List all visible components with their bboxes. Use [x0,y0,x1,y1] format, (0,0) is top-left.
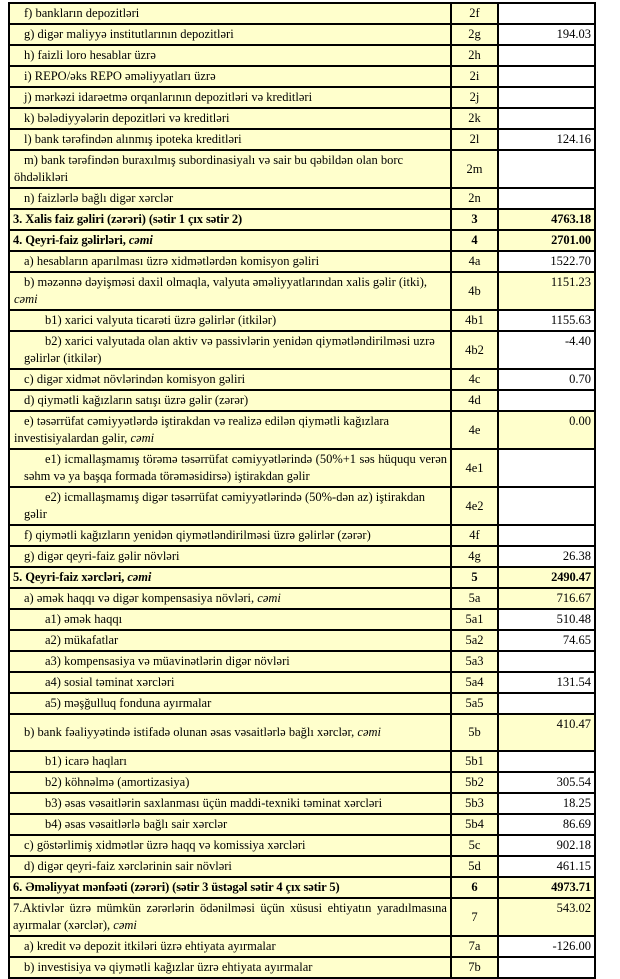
row-code-cell: 2i [451,66,498,87]
row-code-cell: 4f [451,525,498,546]
table-row [9,651,595,672]
row-label-cell [9,877,451,898]
row-code-cell: 2f [451,3,498,24]
table-row [9,331,595,369]
row-code-cell: 2j [451,87,498,108]
row-code-cell: 5a [451,588,498,609]
row-value-cell: 0.00 [498,411,595,449]
row-code-cell: 6 [451,877,498,898]
table-row [9,251,595,272]
table-row [9,209,595,230]
row-value-cell: -126.00 [498,936,595,957]
row-label-cell [9,693,451,714]
table-row [9,24,595,45]
row-label-cell [9,3,451,24]
row-value-cell: 543.02 [498,898,595,936]
row-label: a) hesabların aparılması üzrə xidmətlərdən komisyon gəliri [24,254,320,268]
row-value-cell: 1522.70 [498,251,595,272]
row-value-cell [498,390,595,411]
row-label: g) digər maliyyə institutlarının depozitləri [24,27,234,41]
row-value-cell [498,751,595,772]
row-label: b1) icarə haqları [45,754,127,768]
table-row [9,129,595,150]
table-row [9,525,595,546]
row-value-cell: 26.38 [498,546,595,567]
row-code-cell: 5b [451,714,498,751]
row-label: b) investisiya və qiymətli kağızlar üzrə ehtiyata ayırmalar [24,960,313,974]
row-code-cell: 5c [451,835,498,856]
table-row [9,369,595,390]
row-label: 5. Qeyri-faiz xərcləri, [13,570,128,584]
row-value-cell: 1155.63 [498,310,595,331]
row-label-cell [9,45,451,66]
row-value-cell: 716.67 [498,588,595,609]
row-code-cell: 5b4 [451,814,498,835]
row-label-cell [9,588,451,609]
row-label: d) qiymətli kağızların satışı üzrə gəlir (zərər) [24,393,249,407]
row-code-cell: 4a [451,251,498,272]
row-label-cell [9,209,451,230]
row-label: b1) xarici valyuta ticarəti üzrə gəlirlər (itkilər) [45,313,277,327]
table-row [9,487,595,525]
row-code-cell: 5b2 [451,772,498,793]
row-label-cell [9,546,451,567]
table-row [9,672,595,693]
row-code-cell: 4b1 [451,310,498,331]
row-code-cell: 4d [451,390,498,411]
row-label: f) qiymətli kağızların yenidən qiymətləndirilməsi üzrə gəlirlər (zərər) [24,528,371,542]
row-label: a) əmək haqqı və digər kompensasiya növləri, [24,591,258,605]
row-label-cell [9,129,451,150]
row-code-cell: 2h [451,45,498,66]
table-row [9,272,595,310]
row-label: h) faizli loro hesablar üzrə [24,48,156,62]
table-row [9,957,595,978]
row-label-italic-suffix: cəmi [128,233,153,247]
row-label-cell [9,108,451,129]
row-label-italic-suffix: cəmi [127,570,152,584]
row-code-cell: 5a5 [451,693,498,714]
row-label: g) digər qeyri-faiz gəlir növləri [24,549,180,563]
row-label-italic-suffix: cəmi [113,918,137,932]
row-label: i) REPO/əks REPO əməliyyatları üzrə [24,69,216,83]
row-label-cell [9,957,451,978]
row-label: e) təsərrüfat cəmiyyətlərdə iştirakdan və realizə edilən qiymətli kağızlara investisiyalardan gəlir, [14,414,390,445]
row-label: j) mərkəzi idarəetmə orqanlarının depozitləri və kreditləri [24,90,313,104]
row-label: 3. Xalis faiz gəliri (zərəri) (sətir 1 çıx sətir 2) [13,212,243,226]
row-code-cell: 2m [451,150,498,188]
row-label-cell [9,835,451,856]
table-row [9,588,595,609]
table-row [9,411,595,449]
table-row [9,230,595,251]
row-label-cell [9,487,451,525]
row-label: a) kredit və depozit itkiləri üzrə ehtiyata ayırmalar [24,939,276,953]
table-row [9,772,595,793]
row-value-cell: 131.54 [498,672,595,693]
row-label-cell [9,772,451,793]
row-label-cell [9,390,451,411]
row-label-cell [9,793,451,814]
row-code-cell: 5b1 [451,751,498,772]
row-label-cell [9,567,451,588]
row-code-cell: 2k [451,108,498,129]
row-value-cell [498,449,595,487]
row-value-cell [498,87,595,108]
row-code-cell: 5a1 [451,609,498,630]
row-value-cell [498,3,595,24]
row-label-cell [9,814,451,835]
table-row [9,3,595,24]
row-label: b2) köhnəlmə (amortizasiya) [45,775,190,789]
row-label: e1) icmallaşmamış törəmə təsərrüfat cəmiyyətlərində (50%+1 səs hüququ verən səhm və ya başqa formada törəməsidirsə) iştirakdan gəlir [24,452,447,483]
row-code-cell: 5b3 [451,793,498,814]
table-row [9,856,595,877]
row-value-cell [498,188,595,209]
table-row [9,449,595,487]
income-statement-table [8,2,596,979]
row-label: a2) mükafatlar [45,633,119,647]
row-code-cell: 4c [451,369,498,390]
row-label-cell [9,87,451,108]
table-row [9,793,595,814]
row-value-cell: 305.54 [498,772,595,793]
row-value-cell: 74.65 [498,630,595,651]
row-code-cell: 4b [451,272,498,310]
row-label-cell [9,856,451,877]
row-code-cell: 4e1 [451,449,498,487]
row-label: c) digər xidmət növlərindən komisyon gəliri [24,372,246,386]
row-label-cell [9,310,451,331]
table-row [9,693,595,714]
row-label: 6. Əməliyyat mənfəəti (zərəri) (sətir 3 üstəgəl sətir 4 çıx sətir 5) [13,880,340,894]
row-label-cell [9,331,451,369]
row-code-cell: 5 [451,567,498,588]
row-code-cell: 2n [451,188,498,209]
row-label: l) bank tərəfindən alınmış ipoteka kreditləri [24,132,242,146]
row-label: d) digər qeyri-faiz xərclərinin sair növləri [24,859,232,873]
row-value-cell [498,525,595,546]
row-label: b4) əsas vəsaitlərlə bağlı sair xərclər [45,817,228,831]
income-statement-table-body [9,3,595,978]
row-value-cell [498,693,595,714]
row-label: a5) məşğulluq fonduna ayırmalar [45,696,212,710]
table-row [9,714,595,751]
row-value-cell [498,957,595,978]
row-code-cell: 5d [451,856,498,877]
row-code-cell: 2l [451,129,498,150]
row-label-cell [9,609,451,630]
table-row [9,45,595,66]
table-row [9,390,595,411]
row-label: k) bələdiyyələrin depozitləri və kreditləri [24,111,230,125]
row-label-cell [9,251,451,272]
row-label-cell [9,449,451,487]
row-code-cell: 2g [451,24,498,45]
row-label-cell [9,272,451,310]
row-label: 7.Aktivlər üzrə mümkün zərərlərin ödənilməsi üçün xüsusi ehtiyatın yaradılmasına ayırmalar (xərclər), [13,901,447,932]
row-code-cell: 4e2 [451,487,498,525]
row-code-cell: 4g [451,546,498,567]
row-label-cell [9,525,451,546]
row-code-cell: 4b2 [451,331,498,369]
row-label-cell [9,751,451,772]
table-row [9,310,595,331]
table-row [9,609,595,630]
row-value-cell [498,651,595,672]
row-value-cell: 461.15 [498,856,595,877]
table-row [9,835,595,856]
row-label: e2) icmallaşmamış digər təsərrüfat cəmiyyətlərində (50%-dən az) iştirakdan gəlir [24,490,426,521]
row-label: n) faizlərlə bağlı digər xərclər [24,191,174,205]
row-label: c) göstərlimiş xidmətlər üzrə haqq və komissiya xərcləri [24,838,306,852]
row-code-cell: 7a [451,936,498,957]
row-value-cell [498,66,595,87]
table-row [9,546,595,567]
row-label-italic-suffix: cəmi [130,431,155,445]
row-label-cell [9,630,451,651]
row-code-cell: 4 [451,230,498,251]
table-row [9,66,595,87]
row-value-cell: 124.16 [498,129,595,150]
row-code-cell: 5a2 [451,630,498,651]
row-label-cell [9,150,451,188]
table-row [9,898,595,936]
row-label-cell [9,369,451,390]
table-row [9,751,595,772]
row-label-cell [9,651,451,672]
row-value-cell [498,487,595,525]
table-row [9,108,595,129]
row-label-italic-suffix: cəmi [357,725,382,739]
row-label-cell [9,188,451,209]
row-value-cell: 4763.18 [498,209,595,230]
row-code-cell: 4e [451,411,498,449]
row-value-cell [498,45,595,66]
row-label: b) bank fəaliyyətində istifadə olunan əsas vəsaitlərlə bağlı xərclər, [24,725,358,739]
row-code-cell: 3 [451,209,498,230]
row-label: 4. Qeyri-faiz gəlirləri, [13,233,129,247]
row-code-cell: 5a3 [451,651,498,672]
row-label: b) məzənnə dəyişməsi daxil olmaqla, valyuta əməliyyatlarından xalis gəlir (itki), [24,275,427,289]
table-row [9,936,595,957]
row-value-cell: 2490.47 [498,567,595,588]
row-value-cell [498,108,595,129]
row-label: f) bankların depozitləri [24,6,140,20]
table-row [9,188,595,209]
row-value-cell [498,150,595,188]
row-label: b2) xarici valyutada olan aktiv və passivlərin yenidən qiymətləndirilməsi uzrə gəlirlər (itkilər) [24,334,435,365]
row-value-cell: 86.69 [498,814,595,835]
table-row [9,814,595,835]
row-label: a4) sosial təminat xərcləri [45,675,175,689]
row-value-cell: 410.47 [498,714,595,751]
row-value-cell: 1151.23 [498,272,595,310]
table-row [9,630,595,651]
row-label-cell [9,898,451,936]
row-code-cell: 5a4 [451,672,498,693]
row-value-cell: 510.48 [498,609,595,630]
row-label-cell [9,230,451,251]
row-label-cell [9,411,451,449]
row-label: a1) əmək haqqı [45,612,123,626]
row-value-cell: 18.25 [498,793,595,814]
row-value-cell: 4973.71 [498,877,595,898]
row-label-cell [9,936,451,957]
table-row [9,87,595,108]
row-value-cell: 194.03 [498,24,595,45]
row-label: b3) əsas vəsaitlərin saxlanması üçün maddi-texniki təminat xərcləri [45,796,383,810]
row-value-cell: -4.40 [498,331,595,369]
row-code-cell: 7b [451,957,498,978]
table-row [9,877,595,898]
row-label-italic-suffix: cəmi [257,591,281,605]
row-label: a3) kompensasiya və müavinətlərin digər növləri [45,654,290,668]
table-row [9,567,595,588]
row-value-cell: 2701.00 [498,230,595,251]
row-code-cell: 7 [451,898,498,936]
row-label-cell [9,66,451,87]
row-label-cell [9,714,451,751]
row-label-italic-suffix: cəmi [14,292,38,306]
row-label-cell [9,672,451,693]
row-label-cell [9,24,451,45]
table-row [9,150,595,188]
row-label: m) bank tərəfindən buraxılmış subordinasiyalı və sair bu qəbildən olan borc öhdəlikləri [14,153,404,184]
row-value-cell: 0.70 [498,369,595,390]
row-value-cell: 902.18 [498,835,595,856]
